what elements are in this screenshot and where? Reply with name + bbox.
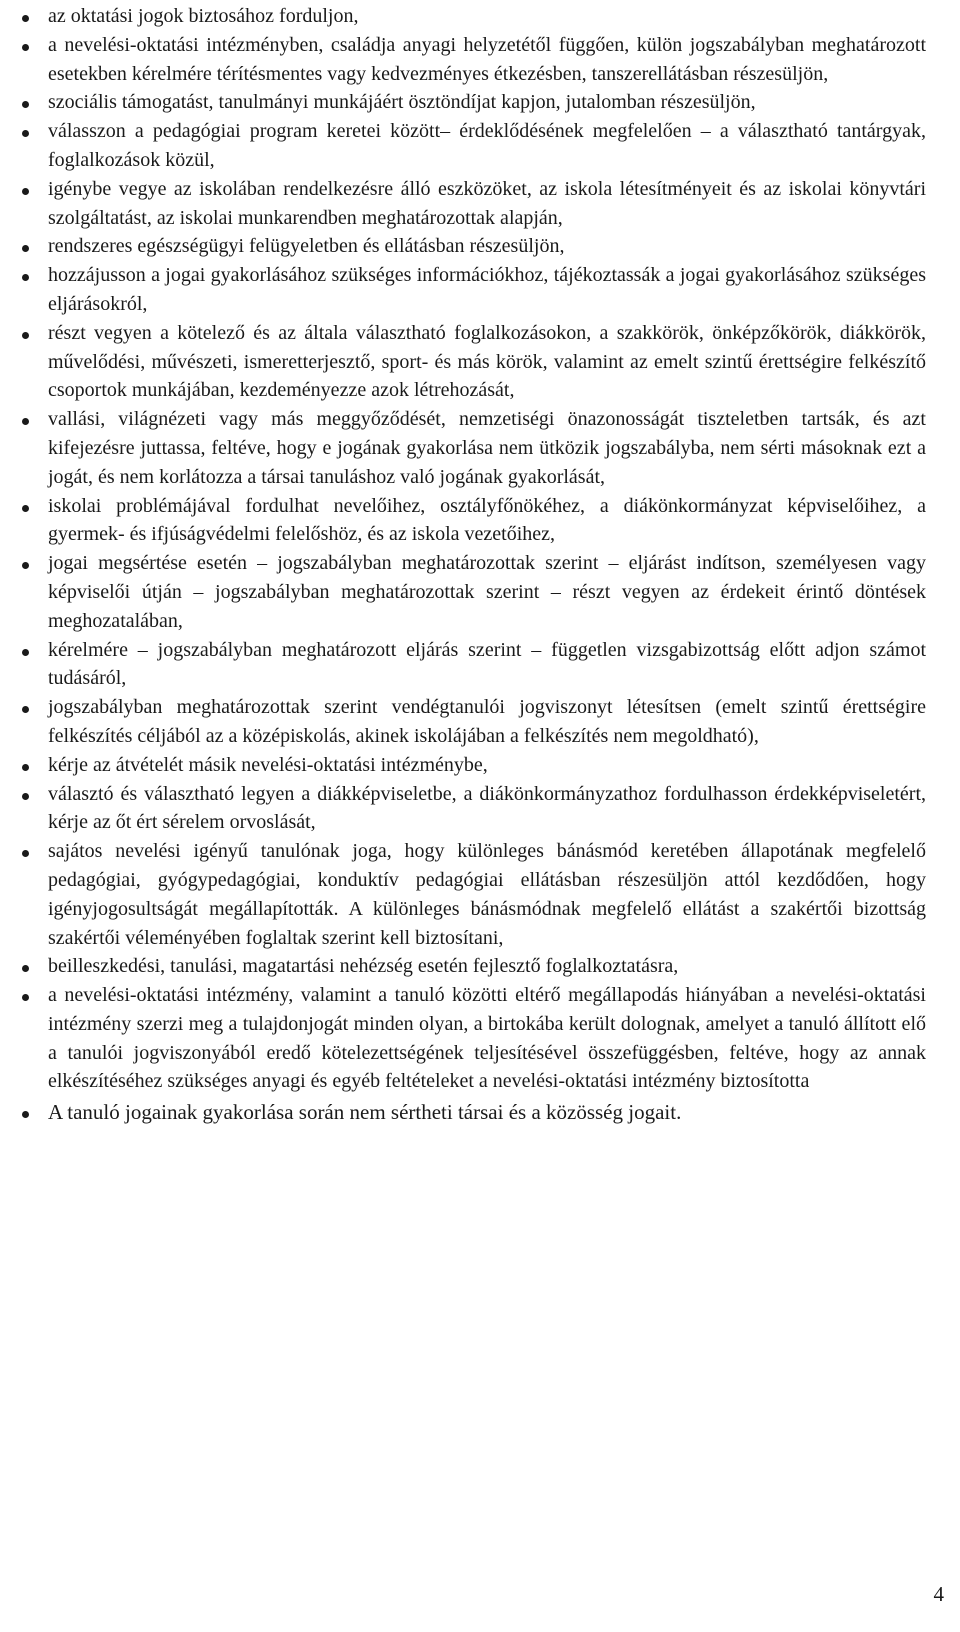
- list-item-text: az oktatási jogok biztosához forduljon,: [48, 5, 359, 27]
- bullet-icon: [22, 15, 29, 22]
- list-item: [0, 952, 960, 981]
- bullet-icon: [22, 562, 29, 569]
- list-item-text: iskolai problémájával fordulhat nevelőihez, osztályfőnökéhez, a diákönkormányzat képviselőihez, a gyermek- és ifjúságvédelmi felelőshöz, és az iskola vezetőihez,: [48, 494, 926, 546]
- list-item-text: A tanuló jogainak gyakorlása során nem sértheti társai és a közösség jogait.: [48, 1100, 682, 1125]
- list-item-text: sajátos nevelési igényű tanulónak joga, hogy különleges bánásmód keretében állapotának megfelelő pedagógiai, gyógypedagógiai, konduktív pedagógiai ellátásban részesüljön attól kezdődően, hogy igényjogosultságát megállapították. A különleges bánásmódnak megfelelő ellátást a szakértői bizottság szakértői véleményében foglaltak szerint kell biztosítani,: [48, 840, 926, 949]
- list-item: [0, 319, 960, 405]
- list-item: [0, 693, 960, 751]
- list-item: [0, 549, 960, 635]
- bullet-icon: [22, 994, 29, 1001]
- bullet-icon: [22, 505, 29, 512]
- list-item-text: igénybe vegye az iskolában rendelkezésre álló eszközöket, az iskola létesítményeit és az iskolai könyvtári szolgáltatást, az iskolai munkarendben meghatározottak alapján,: [48, 177, 926, 229]
- bullet-icon: [22, 418, 29, 425]
- list-item: [0, 751, 960, 780]
- list-item: [0, 981, 960, 1096]
- list-item: [0, 405, 960, 491]
- bullet-icon: [22, 245, 29, 252]
- bullet-icon: [22, 793, 29, 800]
- rights-bullet-list: [0, 2, 960, 1127]
- list-item: [0, 117, 960, 175]
- bullet-icon: [22, 44, 29, 51]
- list-item-text: a nevelési-oktatási intézményben, családja anyagi helyzetétől függően, külön jogszabályban meghatározott esetekben kérelmére térítésmentes vagy kedvezményes étkezésben, tanszerellátásban részesüljön,: [48, 33, 926, 85]
- page-number: 4: [933, 1582, 944, 1606]
- bullet-icon: [22, 649, 29, 656]
- bullet-icon: [22, 764, 29, 771]
- list-item: [0, 492, 960, 550]
- bullet-icon: [22, 850, 29, 857]
- bullet-icon: [22, 706, 29, 713]
- bullet-icon: [22, 1111, 29, 1118]
- list-item: [0, 2, 960, 31]
- list-item: [0, 837, 960, 952]
- list-item-text: vallási, világnézeti vagy más meggyőződését, nemzetiségi önazonosságát tiszteletben tartsák, és azt kifejezésre juttassa, feltéve, hogy e jogának gyakorlása nem ütközik jogszabályba, nem sérti másoknak ezt a jogát, és nem korlátozza a társai tanuláshoz való jogának gyakorlását,: [48, 408, 926, 488]
- list-item: [0, 232, 960, 261]
- list-item-text: választó és választható legyen a diákképviseletbe, a diákönkormányzathoz fordulhasson érdekképviseletért, kérje az őt ért sérelem orvoslását,: [48, 782, 926, 834]
- bullet-icon: [22, 188, 29, 195]
- list-item: [0, 780, 960, 838]
- list-item-text: jogszabályban meghatározottak szerint vendégtanulói jogviszonyt létesítsen (emelt szintű érettségire felkészítés céljából az a középiskolás, akinek iskolájában a felkészítés nem megoldható),: [48, 696, 926, 747]
- list-item-text: részt vegyen a kötelező és az általa választható foglalkozásokon, a szakkörök, önképzőkörök, diákkörök, művelődési, művészeti, ismeretterjesztő, sport- és más körök, valamint az emelt szintű érettségire felkészítő csoportok munkájában, kezdeményezze azok létrehozását,: [48, 321, 926, 402]
- list-item: [0, 1098, 960, 1127]
- bullet-icon: [22, 274, 29, 281]
- list-item: [0, 261, 960, 319]
- list-item-text: kérje az átvételét másik nevelési-oktatási intézménybe,: [48, 753, 488, 776]
- list-item: [0, 636, 960, 694]
- bullet-icon: [22, 965, 29, 972]
- list-item: [0, 88, 960, 117]
- list-item: [0, 175, 960, 233]
- list-item-text: kérelmére – jogszabályban meghatározott eljárás szerint – független vizsgabizottság előtt adjon számot tudásáról,: [48, 638, 926, 690]
- list-item-text: válasszon a pedagógiai program keretei között– érdeklődésének megfelelően – a választható tantárgyak, foglalkozások közül,: [48, 120, 926, 171]
- list-item: [0, 31, 960, 89]
- list-item-text: beilleszkedési, tanulási, magatartási nehézség esetén fejlesztő foglalkoztatásra,: [48, 955, 679, 978]
- list-item-text: a nevelési-oktatási intézmény, valamint a tanuló közötti eltérő megállapodás hiányában a nevelési-oktatási intézmény szerzi meg a tulajdonjogát minden olyan, a birtokába került dolognak, amelyet a tanuló állított elő a tanulói jogviszonyából eredő kötelezettségének teljesítésével összefüggésben, feltéve, hogy az annak elkészítéséhez szükséges anyagi és egyéb feltételeket a nevelési-oktatási intézmény biztosította: [48, 984, 926, 1093]
- list-item-text: szociális támogatást, tanulmányi munkájáért ösztöndíjat kapjon, jutalomban részesüljön,: [48, 91, 756, 114]
- bullet-icon: [22, 101, 29, 108]
- bullet-icon: [22, 130, 29, 137]
- list-item-text: rendszeres egészségügyi felügyeletben és ellátásban részesüljön,: [48, 235, 565, 258]
- list-item-text: hozzájusson a jogai gyakorlásához szükséges információkhoz, tájékoztassák a jogai gyakorlásához szükséges eljárásokról,: [48, 264, 926, 315]
- list-item-text: jogai megsértése esetén – jogszabályban meghatározottak szerint – eljárást indítson, személyesen vagy képviselői útján – jogszabályban meghatározottak szerint – részt vegyen az érdekeit érintő döntések meghozatalában,: [48, 552, 926, 632]
- bullet-icon: [22, 332, 29, 339]
